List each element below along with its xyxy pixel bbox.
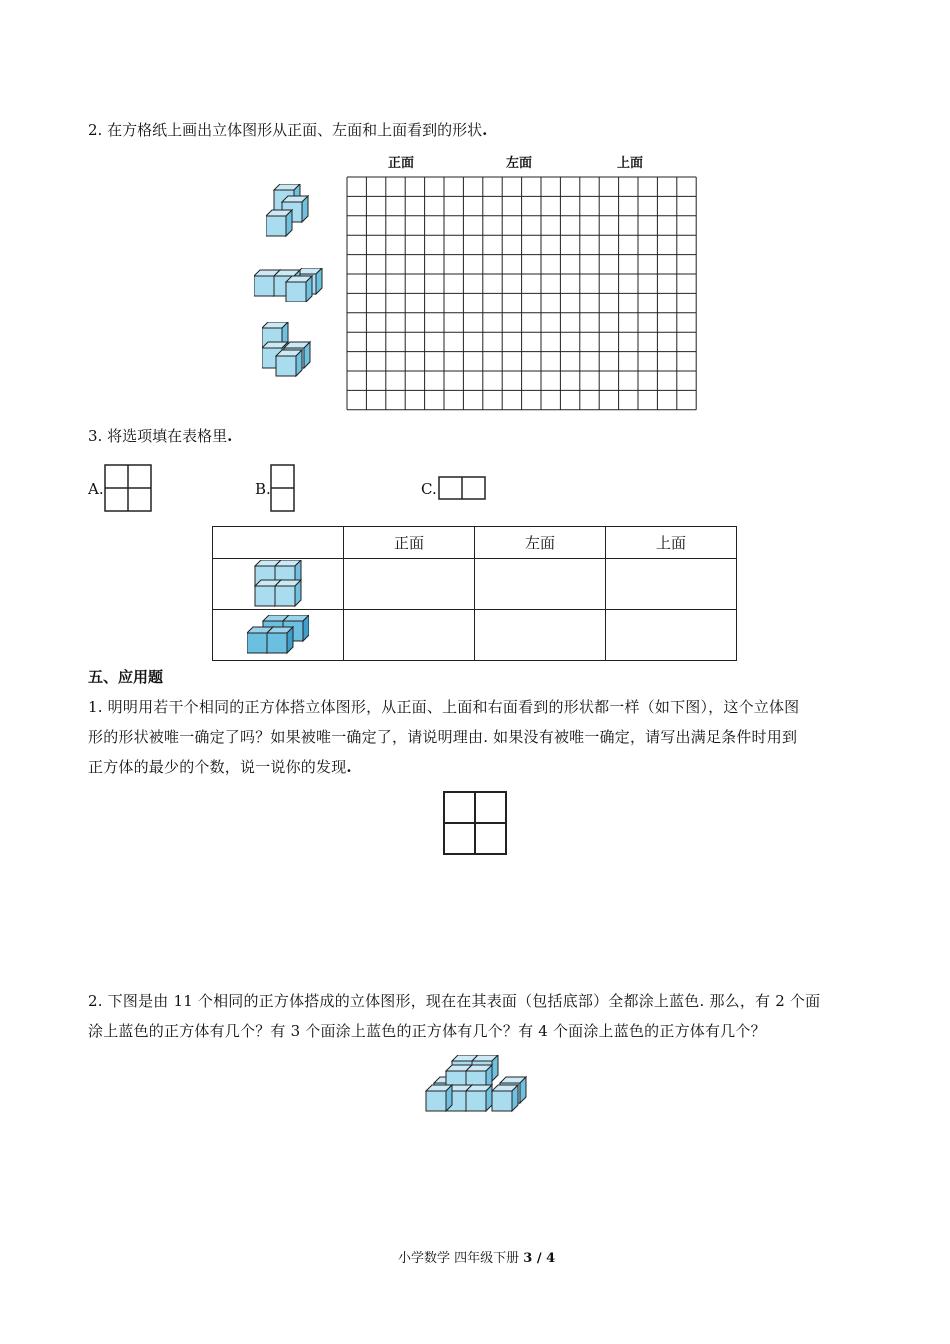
view-2x2-square — [443, 791, 507, 855]
q2-header-top: 上面 — [617, 156, 644, 171]
q3-text: 3. 将选项填在表格里. — [88, 427, 233, 445]
page-footer: 小学数学 四年级下册 3 / 4 — [398, 1251, 556, 1266]
table-answer-cell[interactable] — [606, 559, 737, 610]
section-5-title: 五、应用题 — [88, 668, 164, 686]
table-answer-cell[interactable] — [344, 610, 475, 661]
page-number: 3 / 4 — [523, 1251, 556, 1266]
eleven-cube-solid — [424, 1055, 528, 1113]
option-a-label: A. — [88, 480, 104, 498]
grid-paper — [346, 176, 698, 412]
table-header-top: 上面 — [606, 527, 737, 559]
views-table — [212, 526, 737, 661]
solid-figure-1 — [266, 184, 312, 242]
option-a-shape — [104, 464, 152, 512]
problem-1-text: 1. 明明用若干个相同的正方体搭立体图形，从正面、上面和右面看到的形状都一样（如下图），这个立体图 形的形状被唯一确定了吗？如果被唯一确定了，请说明理由. 如果没有被唯一确定，请写出满足条件时用到 正方体的最少的个数，说一说你的发现. — [88, 698, 800, 776]
option-c-shape — [438, 476, 486, 500]
option-b-shape — [270, 464, 296, 512]
problem-2-text: 2. 下图是由 11 个相同的正方体搭成的立体图形，现在在其表面（包括底部）全都涂上蓝色. 那么，有 2 个面 涂上蓝色的正方体有几个？有 3 个面涂上蓝色的正方体有几个？有 4 个面涂上蓝色的正方体有几个？ — [88, 992, 821, 1040]
table-answer-cell[interactable] — [475, 559, 606, 610]
solid-figure-3 — [262, 322, 316, 380]
table-header-blank — [213, 527, 344, 559]
q2-header-front: 正面 — [388, 156, 415, 171]
table-answer-cell[interactable] — [475, 610, 606, 661]
table-header-left: 左面 — [475, 527, 606, 559]
q2-header-left: 左面 — [506, 156, 533, 171]
option-c-label: C. — [421, 480, 437, 498]
table-row-2-figure — [213, 610, 344, 661]
solid-figure-2x2 — [253, 560, 303, 608]
solid-figure-flat — [247, 615, 309, 655]
q2-text: 2. 在方格纸上画出立体图形从正面、左面和上面看到的形状. — [88, 121, 488, 139]
table-header-front: 正面 — [344, 527, 475, 559]
option-b-label: B. — [255, 480, 271, 498]
table-row-1-figure — [213, 559, 344, 610]
table-answer-cell[interactable] — [344, 559, 475, 610]
solid-figure-2 — [254, 268, 326, 302]
table-answer-cell[interactable] — [606, 610, 737, 661]
